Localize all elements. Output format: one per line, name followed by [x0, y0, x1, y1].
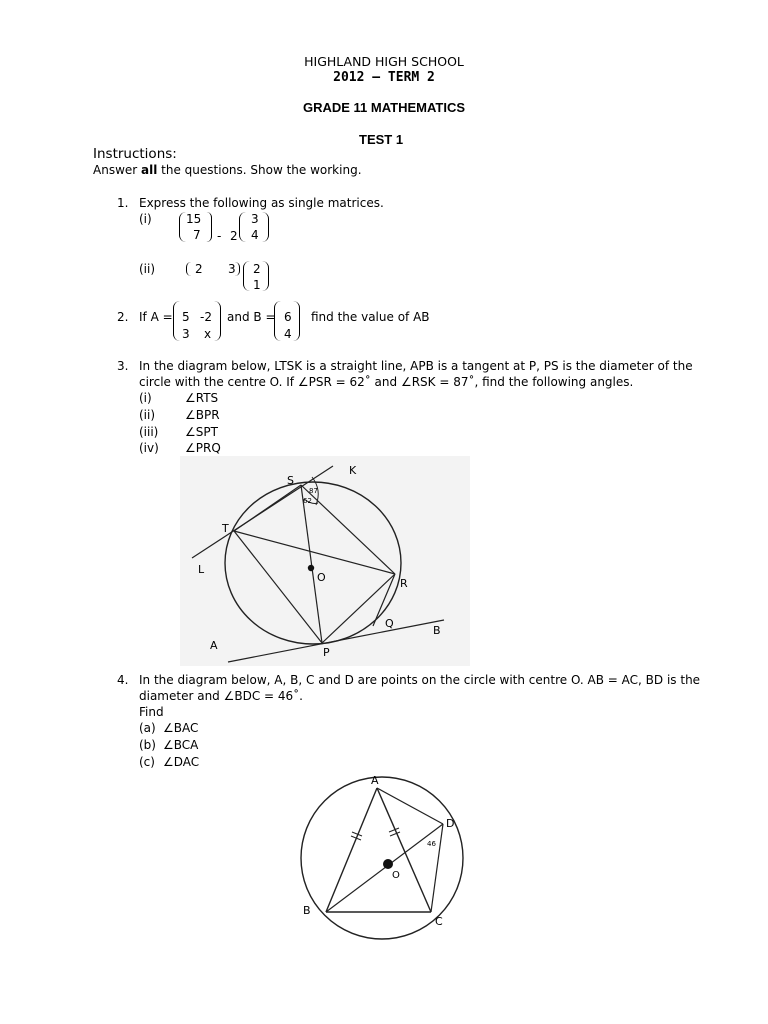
label-angle-46: 46: [427, 840, 436, 848]
q1-col-bottom: 1: [253, 278, 261, 292]
q1-number: 1.: [117, 196, 129, 210]
q1-part-ii-label: (ii): [139, 262, 156, 276]
q2-pre: If A =: [139, 310, 173, 324]
q1-m1-bottom: 7: [193, 228, 201, 242]
q1-scalar: 2: [230, 229, 238, 243]
label-b: B: [433, 624, 441, 637]
q3-part-label: (iii): [139, 425, 159, 439]
q2-a11: 5: [182, 310, 190, 324]
chord-ad: [377, 788, 443, 824]
q3-line-2: circle with the centre O. If ∠PSR = 62˚ and ∠RSK = 87˚, find the following angles.: [139, 375, 634, 389]
q1-part-i-label: (i): [139, 212, 152, 226]
label-o: O: [317, 571, 326, 584]
instructions-text: [93, 163, 362, 177]
q1-m2-bottom: 4: [251, 228, 259, 242]
school-name: HIGHLAND HIGH SCHOOL: [304, 54, 464, 69]
q3-part-text: ∠PRQ: [185, 441, 221, 455]
instructions-post: the questions. Show the working.: [157, 163, 362, 177]
q2-matrix-a-bracket: [173, 301, 221, 341]
q1-row-b: 3: [228, 262, 236, 276]
tick-ac-2: [390, 832, 400, 836]
label-k: K: [349, 464, 357, 477]
instructions-bold: all: [141, 163, 158, 177]
q3-circle-diagram: [180, 456, 470, 666]
q4-part-text: ∠BAC: [163, 721, 199, 735]
q4-part-text: ∠DAC: [163, 755, 200, 769]
q3-part-label: (ii): [139, 408, 156, 422]
q3-line-1: In the diagram below, LTSK is a straight line, APB is a tangent at P, PS is the diameter of the: [139, 359, 693, 373]
centre-dot: [383, 859, 393, 869]
instructions-pre: Answer: [93, 163, 142, 177]
q3-part-label: (i): [139, 391, 152, 405]
q1-row-a: 2: [195, 262, 203, 276]
test-title: TEST 1: [359, 132, 404, 147]
q3-part-text: ∠SPT: [185, 425, 218, 439]
label-r: R: [400, 577, 408, 590]
q3-number: 3.: [117, 359, 129, 373]
subject-title: GRADE 11 MATHEMATICS: [302, 100, 466, 115]
label-q: Q: [385, 617, 394, 630]
q4-part-label: (b): [139, 738, 156, 752]
q4-circle-diagram: [295, 768, 475, 948]
q2-a21: 3: [182, 327, 190, 341]
q4-line-2: diameter and ∠BDC = 46˚.: [139, 689, 303, 703]
q2-a22: x: [204, 327, 212, 341]
q2-a12: -2: [200, 310, 212, 324]
q2-number: 2.: [117, 310, 129, 324]
label-angle-62: 62: [303, 497, 312, 505]
q2-b1: 6: [284, 310, 292, 324]
q4-part-label: (a): [139, 721, 156, 735]
q4-part-label: (c): [139, 755, 155, 769]
q4-part-text: ∠BCA: [163, 738, 199, 752]
label-angle-87: 87: [309, 487, 318, 495]
term-line: 2012 – TERM 2: [333, 70, 435, 85]
q1-col-top: 2: [253, 262, 261, 276]
q3-part-label: (iv): [139, 441, 159, 455]
q1-m2-top: 3: [251, 212, 259, 226]
instructions-title: Instructions:: [93, 146, 177, 162]
q1-m1-top: 15: [186, 212, 202, 226]
diagram-background: [180, 456, 470, 666]
label-a: A: [371, 774, 379, 787]
chord-dc: [431, 824, 443, 912]
q1-matrix-1-right: [201, 212, 212, 242]
label-p: P: [323, 646, 330, 659]
q3-part-text: ∠BPR: [185, 408, 220, 422]
label-t: T: [222, 522, 229, 535]
q4-find: Find: [139, 705, 164, 719]
q3-part-text: ∠RTS: [185, 391, 219, 405]
q2-mid: and B =: [227, 310, 276, 324]
q1-text: Express the following as single matrices.: [139, 196, 384, 210]
label-c: C: [435, 915, 443, 928]
label-d: D: [446, 817, 455, 830]
q4-number: 4.: [117, 673, 129, 687]
centre-dot: [308, 565, 314, 571]
q4-line-1: In the diagram below, A, B, C and D are points on the circle with centre O. AB = AC, BD is the: [139, 673, 701, 687]
q2-post: find the value of AB: [311, 310, 430, 324]
label-s: S: [287, 474, 294, 487]
chord-ac: [377, 788, 431, 912]
q1-minus: -: [217, 229, 222, 243]
label-b: B: [303, 904, 311, 917]
label-a: A: [210, 639, 218, 652]
label-l: L: [198, 563, 205, 576]
label-o: O: [392, 870, 400, 881]
q2-b2: 4: [284, 327, 292, 341]
